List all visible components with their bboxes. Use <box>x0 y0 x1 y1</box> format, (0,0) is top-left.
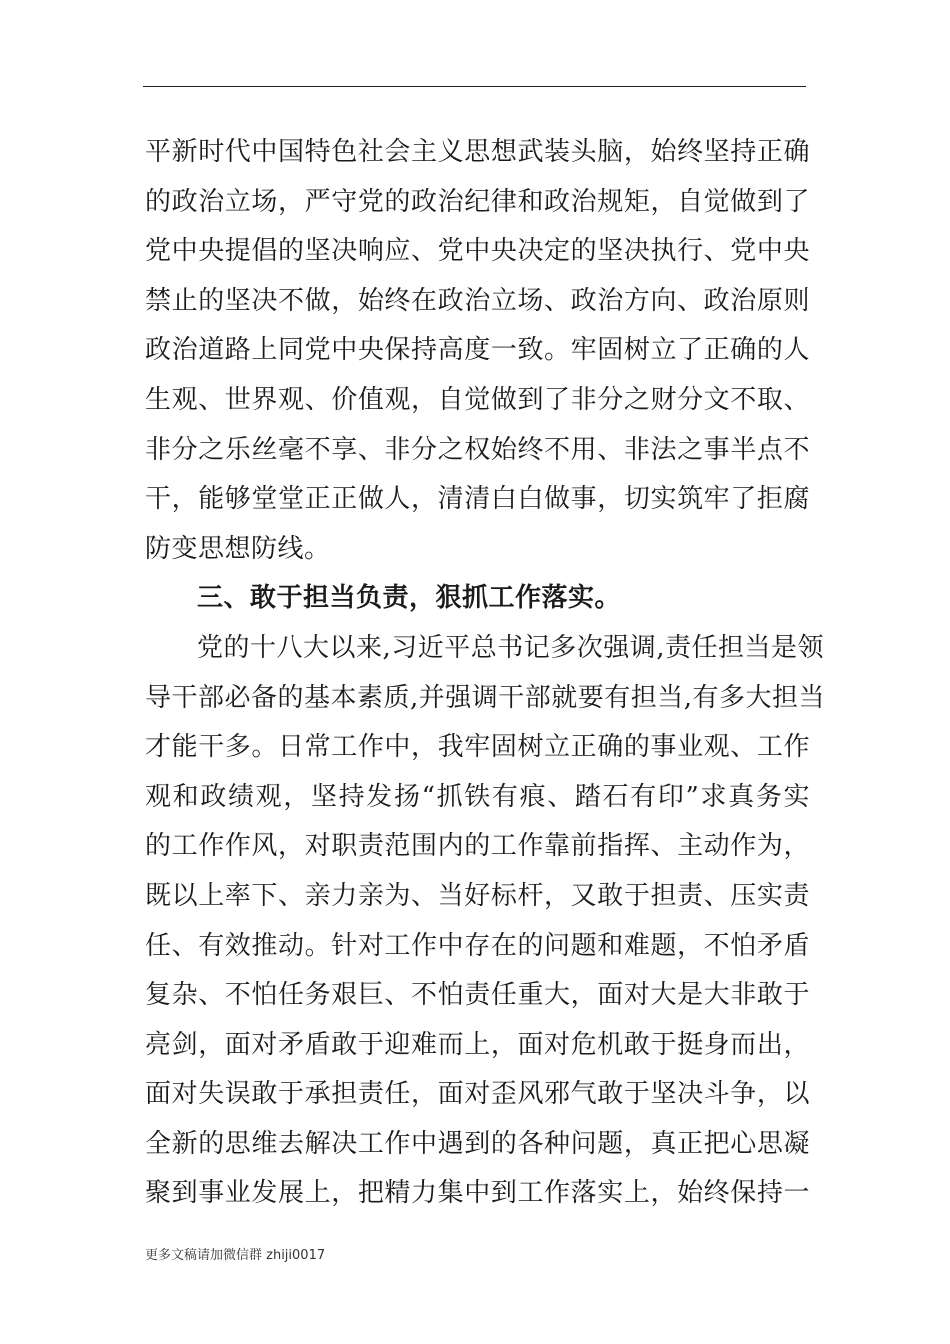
paragraph-line: 才能干多。日常工作中，我牢固树立正确的事业观、工作 <box>145 732 810 763</box>
paragraph-line: 干，能够堂堂正正做人，清清白白做事，切实筑牢了拒腐 <box>145 484 810 515</box>
paragraph-line: 面对失误敢于承担责任，面对歪风邪气敢于坚决斗争，以 <box>145 1079 810 1110</box>
paragraph-line: 禁止的坚决不做，始终在政治立场、政治方向、政治原则 <box>145 285 810 316</box>
paragraph-line: 导干部必备的基本素质,并强调干部就要有担当,有多大担当 <box>145 682 826 713</box>
paragraph-line: 全新的思维去解决工作中遇到的各种问题，真正把心思凝 <box>145 1128 810 1159</box>
paragraph-line: 任、有效推动。针对工作中存在的问题和难题，不怕矛盾 <box>145 930 810 961</box>
paragraph-line: 防变思想防线。 <box>145 533 331 564</box>
paragraph-line: 党中央提倡的坚决响应、党中央决定的坚决执行、党中央 <box>145 236 810 267</box>
footer-note: 更多文稿请加微信群 zhiji0017 <box>145 1248 326 1263</box>
paragraph-line: 生观、世界观、价值观，自觉做到了非分之财分文不取、 <box>145 384 810 415</box>
paragraph-line: 政治道路上同党中央保持高度一致。牢固树立了正确的人 <box>145 335 810 366</box>
paragraph-line: 的工作作风，对职责范围内的工作靠前指挥、主动作为， <box>145 831 810 862</box>
paragraph-line: 观和政绩观，坚持发扬“抓铁有痕、踏石有印”求真务实 <box>145 781 810 812</box>
paragraph-line: 复杂、不怕任务艰巨、不怕责任重大，面对大是大非敢于 <box>145 980 810 1011</box>
paragraph-line: 既以上率下、亲力亲为、当好标杆，又敢于担责、压实责 <box>145 880 810 911</box>
paragraph-line: 非分之乐丝毫不享、非分之权始终不用、非法之事半点不 <box>145 434 810 465</box>
header-rule <box>143 86 806 87</box>
paragraph-line: 的政治立场，严守党的政治纪律和政治规矩，自觉做到了 <box>145 186 810 217</box>
section-heading: 三、敢于担当负责，狠抓工作落实。 <box>197 583 622 614</box>
paragraph-line: 党的十八大以来,习近平总书记多次强调,责任担当是领 <box>197 632 825 663</box>
paragraph-line: 平新时代中国特色社会主义思想武装头脑，始终坚持正确 <box>145 137 810 167</box>
document-body <box>145 128 826 1219</box>
paragraph-line: 亮剑，面对矛盾敢于迎难而上，面对危机敢于挺身而出， <box>145 1029 810 1060</box>
paragraph-line: 聚到事业发展上，把精力集中到工作落实上，始终保持一 <box>145 1178 810 1209</box>
